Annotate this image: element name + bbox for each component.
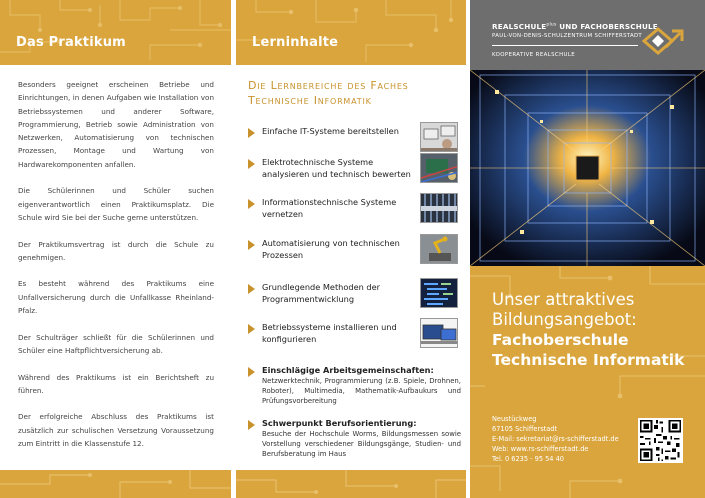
praktikum-paragraph: Der Schulträger schließt für die Schülerinnen und Schüler eine Haftpflichtversicherung ab. (18, 332, 214, 355)
slogan-line: Bildungsangebot: (492, 310, 637, 329)
praktikum-paragraph: Der Praktikumsvertrag ist durch die Schule zu genehmigen. (18, 239, 214, 262)
lernbereich-label: Automatisierung von technischen Prozessen (262, 238, 400, 260)
arbeitsgemeinschaften-title: Einschlägige Arbeitsgemeinschaften: (262, 365, 434, 375)
praktikum-title: Das Praktikum (16, 35, 126, 50)
circuit-pattern-icon (236, 470, 466, 498)
praktikum-paragraph: Die Schülerinnen und Schüler suchen eigenverantwortlich einen Praktikumsplatz. Die Schule wird Sie bei der Suche gerne unterstützen. (18, 186, 214, 222)
contact-address (492, 414, 642, 464)
arbeitsgemeinschaften-text: Netzwerktechnik, Programmierung (z.B. Spiele, Drohnen, Roboter), Multimedia, Mathematik-Aufbaukurs und Prüfungsvorbereitung (262, 377, 461, 406)
lernbereich-label: Betriebssysteme installieren und konfigurieren (262, 322, 397, 344)
program-title (492, 330, 702, 370)
contact-email[interactable]: E-Mail: sekretariat@rs-schifferstadt.de (492, 435, 619, 443)
triangle-bullet-icon (248, 420, 255, 430)
lernbereiche-heading-line: Die Lernbereiche des Faches (248, 79, 409, 92)
school-logo-icon (638, 25, 688, 57)
school-header (470, 0, 705, 70)
lernbereiche-heading-line: Technische Informatik (248, 94, 372, 107)
programming-code-photo (420, 278, 458, 308)
triangle-bullet-icon (248, 367, 255, 377)
it-systems-photo (420, 122, 458, 152)
lerninhalte-panel (236, 0, 466, 498)
operating-systems-photo (420, 318, 458, 348)
lernbereich-label: Informationstechnische Systeme vernetzen (262, 197, 397, 219)
praktikum-paragraph: Der erfolgreiche Abschluss des Praktikums ist zusätzlich zur schulischen Versetzung Voraussetzung zum Eintritt in die Klassenstufe 12. (18, 412, 214, 449)
triangle-bullet-icon (248, 324, 255, 334)
program-title-line: Technische Informatik (492, 351, 685, 369)
address-city: 67105 Schifferstadt (492, 425, 558, 433)
praktikum-paragraph: Es besteht während des Praktikums eine Unfallversicherung durch die Unfallkasse Rheinland-Pfalz. (18, 279, 214, 316)
circuit-tunnel-photo (470, 70, 705, 266)
electronics-photo (420, 153, 458, 183)
praktikum-text (18, 78, 214, 464)
school-name-superscript: plus (546, 22, 557, 28)
praktikum-paragraph: Besonders geeignet erscheinen Betriebe und Einrichtungen, in denen Aufgaben wie Installation von Betriebssystemen und anderer Software, Programmierung, Betrieb sowie Administration von Netzwerken, Automatisierung von technischen Prozessen, Montage und Wartung von Hardwarekomponenten anfallen. (18, 80, 214, 169)
triangle-bullet-icon (248, 159, 255, 169)
triangle-bullet-icon (248, 128, 255, 138)
school-center-name: PAUL-VON-DENIS-SCHULZENTRUM SCHIFFERSTADT (492, 33, 643, 39)
school-name: $REALSCHULE^{plus}$ UND FACHOBERSCHULE (492, 22, 658, 31)
school-type: KOOPERATIVE REALSCHULE (492, 52, 576, 58)
lerninhalte-title: Lerninhalte (252, 35, 339, 50)
berufsorientierung-text: Besuche der Hochschule Worms, Bildungsmessen sowie Vorstellung verschiedener Bildungsgänge, Studien- und Berufsberatung im Haus (262, 430, 461, 459)
praktikum-header-band (0, 0, 231, 65)
praktikum-footer-band (0, 470, 231, 498)
circuit-pattern-icon (0, 470, 231, 498)
circuit-pattern-icon (0, 0, 231, 65)
network-photo (420, 193, 458, 223)
triangle-bullet-icon (248, 284, 255, 294)
program-title-line: Fachoberschule (492, 331, 629, 349)
lernbereich-label: Grundlegende Methoden der Programmentwicklung (262, 282, 380, 304)
lerninhalte-header-band (236, 0, 466, 65)
address-street: Neustückweg (492, 415, 537, 423)
cover-panel (470, 0, 705, 498)
praktikum-paragraph: Während des Praktikums ist ein Berichtsheft zu führen. (18, 372, 214, 395)
berufsorientierung-title: Schwerpunkt Berufsorientierung: (262, 418, 417, 428)
lernbereiche-heading (248, 78, 458, 108)
lerninhalte-footer-band (236, 470, 466, 498)
praktikum-panel (0, 0, 231, 498)
header-divider (492, 45, 638, 46)
circuit-pattern-icon (236, 0, 466, 65)
lernbereich-label: Elektrotechnische Systeme analysieren und technisch bewerten (262, 157, 411, 179)
qr-code-icon[interactable] (638, 418, 683, 463)
triangle-bullet-icon (248, 199, 255, 209)
triangle-bullet-icon (248, 240, 255, 250)
tunnel-graphic-icon (470, 70, 705, 266)
contact-web[interactable]: Web: www.rs-schifferstadt.de (492, 445, 589, 453)
lernbereich-label: Einfache IT-Systeme bereitstellen (262, 126, 399, 136)
automation-robot-photo (420, 234, 458, 264)
contact-phone: Tel. 0 6235 - 95 54 40 (492, 455, 564, 463)
slogan-line: Unser attraktives (492, 290, 635, 309)
slogan (492, 290, 702, 330)
